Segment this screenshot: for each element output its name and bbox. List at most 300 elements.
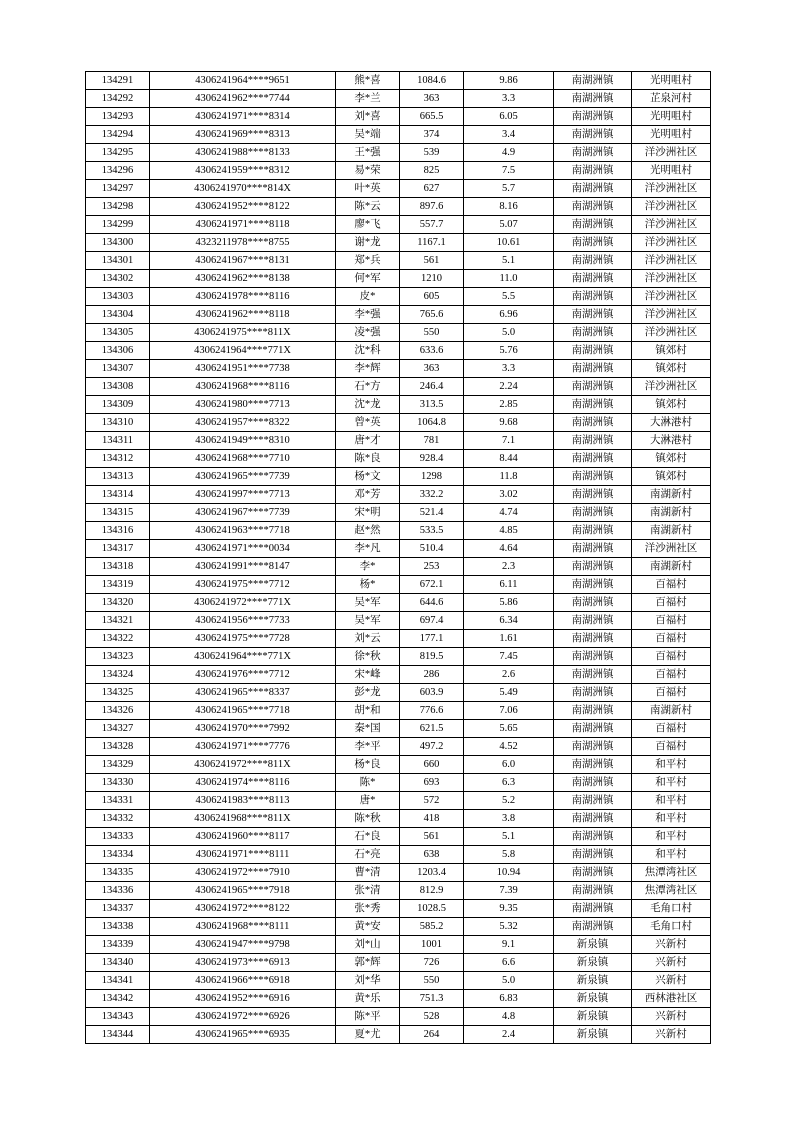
cell-amount: 539 [400,144,464,162]
cell-id-number: 4306241972****7910 [150,864,336,882]
cell-township: 南湖洲镇 [554,360,632,378]
table-row [86,216,711,234]
cell-rate: 7.39 [464,882,554,900]
cell-serial-number: 134307 [86,360,150,378]
cell-serial-number: 134297 [86,180,150,198]
cell-rate: 11.0 [464,270,554,288]
cell-id-number: 4306241964****9651 [150,72,336,90]
cell-id-number: 4306241965****8337 [150,684,336,702]
cell-serial-number: 134315 [86,504,150,522]
cell-name: 陈*平 [336,1008,400,1026]
cell-name: 杨*良 [336,756,400,774]
cell-serial-number: 134292 [86,90,150,108]
cell-serial-number: 134301 [86,252,150,270]
table-row [86,684,711,702]
cell-amount: 1167.1 [400,234,464,252]
cell-amount: 1028.5 [400,900,464,918]
cell-township: 南湖洲镇 [554,468,632,486]
cell-township: 南湖洲镇 [554,324,632,342]
table-row [86,144,711,162]
cell-rate: 3.4 [464,126,554,144]
cell-rate: 4.9 [464,144,554,162]
cell-id-number: 4306241972****771X [150,594,336,612]
cell-amount: 585.2 [400,918,464,936]
cell-amount: 557.7 [400,216,464,234]
cell-id-number: 4306241971****7776 [150,738,336,756]
cell-rate: 4.64 [464,540,554,558]
cell-village: 百福村 [632,648,711,666]
cell-name: 唐* [336,792,400,810]
cell-serial-number: 134323 [86,648,150,666]
cell-serial-number: 134329 [86,756,150,774]
cell-name: 李*兰 [336,90,400,108]
cell-id-number: 4306241976****7712 [150,666,336,684]
cell-id-number: 4306241968****811X [150,810,336,828]
cell-name: 李*凡 [336,540,400,558]
table-row [86,198,711,216]
cell-name: 李*辉 [336,360,400,378]
table-row [86,720,711,738]
cell-name: 沈*科 [336,342,400,360]
cell-id-number: 4306241968****8116 [150,378,336,396]
cell-id-number: 4306241951****7738 [150,360,336,378]
cell-serial-number: 134326 [86,702,150,720]
cell-rate: 11.8 [464,468,554,486]
table-row [86,792,711,810]
cell-township: 南湖洲镇 [554,234,632,252]
cell-rate: 3.8 [464,810,554,828]
cell-township: 南湖洲镇 [554,540,632,558]
cell-village: 和平村 [632,756,711,774]
cell-village: 大淋港村 [632,432,711,450]
cell-rate: 1.61 [464,630,554,648]
cell-village: 镇郊村 [632,468,711,486]
cell-serial-number: 134293 [86,108,150,126]
table-row [86,702,711,720]
cell-township: 南湖洲镇 [554,828,632,846]
cell-village: 洋沙洲社区 [632,198,711,216]
cell-id-number: 4306241965****6935 [150,1026,336,1044]
cell-id-number: 4306241971****8118 [150,216,336,234]
cell-serial-number: 134322 [86,630,150,648]
cell-id-number: 4306241972****8122 [150,900,336,918]
cell-amount: 528 [400,1008,464,1026]
cell-id-number: 4306241957****8322 [150,414,336,432]
cell-amount: 363 [400,360,464,378]
cell-village: 镇郊村 [632,450,711,468]
cell-id-number: 4306241972****6926 [150,1008,336,1026]
cell-rate: 6.96 [464,306,554,324]
cell-rate: 5.65 [464,720,554,738]
cell-id-number: 4306241968****7710 [150,450,336,468]
cell-amount: 1064.8 [400,414,464,432]
cell-amount: 1084.6 [400,72,464,90]
cell-rate: 6.3 [464,774,554,792]
cell-name: 邓*芳 [336,486,400,504]
table-row [86,270,711,288]
table-row [86,432,711,450]
cell-name: 何*军 [336,270,400,288]
cell-amount: 418 [400,810,464,828]
cell-id-number: 4306241991****8147 [150,558,336,576]
table-row [86,90,711,108]
cell-name: 石*良 [336,828,400,846]
cell-township: 南湖洲镇 [554,720,632,738]
cell-township: 南湖洲镇 [554,738,632,756]
cell-name: 刘*云 [336,630,400,648]
cell-id-number: 4306241972****811X [150,756,336,774]
cell-serial-number: 134342 [86,990,150,1008]
cell-village: 洋沙洲社区 [632,540,711,558]
cell-id-number: 4306241997****7713 [150,486,336,504]
cell-village: 百福村 [632,720,711,738]
cell-id-number: 4306241973****6913 [150,954,336,972]
cell-amount: 603.9 [400,684,464,702]
cell-id-number: 4306241970****7992 [150,720,336,738]
cell-township: 南湖洲镇 [554,612,632,630]
cell-village: 兴新村 [632,972,711,990]
cell-name: 李* [336,558,400,576]
cell-serial-number: 134308 [86,378,150,396]
cell-amount: 1298 [400,468,464,486]
cell-serial-number: 134335 [86,864,150,882]
cell-serial-number: 134298 [86,198,150,216]
cell-serial-number: 134302 [86,270,150,288]
cell-rate: 5.0 [464,324,554,342]
cell-name: 刘*山 [336,936,400,954]
cell-id-number: 4306241966****6918 [150,972,336,990]
cell-id-number: 4306241971****8111 [150,846,336,864]
cell-id-number: 4306241962****8118 [150,306,336,324]
cell-serial-number: 134327 [86,720,150,738]
cell-village: 百福村 [632,630,711,648]
cell-rate: 6.83 [464,990,554,1008]
cell-name: 曹*清 [336,864,400,882]
cell-township: 南湖洲镇 [554,486,632,504]
cell-township: 南湖洲镇 [554,504,632,522]
cell-name: 石*方 [336,378,400,396]
cell-village: 百福村 [632,594,711,612]
cell-id-number: 4306241947****9798 [150,936,336,954]
cell-amount: 550 [400,972,464,990]
cell-name: 皮* [336,288,400,306]
cell-rate: 9.1 [464,936,554,954]
cell-id-number: 4306241956****7733 [150,612,336,630]
table-row [86,576,711,594]
cell-serial-number: 134344 [86,1026,150,1044]
cell-id-number: 4306241971****8314 [150,108,336,126]
cell-id-number: 4306241983****8113 [150,792,336,810]
cell-serial-number: 134294 [86,126,150,144]
cell-township: 南湖洲镇 [554,576,632,594]
cell-village: 洋沙洲社区 [632,252,711,270]
cell-id-number: 4306241965****7739 [150,468,336,486]
cell-serial-number: 134309 [86,396,150,414]
cell-village: 洋沙洲社区 [632,144,711,162]
cell-id-number: 4306241975****7712 [150,576,336,594]
table-row [86,828,711,846]
records-table [85,71,711,1044]
cell-id-number: 4306241974****8116 [150,774,336,792]
cell-amount: 561 [400,828,464,846]
cell-amount: 897.6 [400,198,464,216]
cell-rate: 3.02 [464,486,554,504]
cell-township: 新泉镇 [554,972,632,990]
cell-amount: 533.5 [400,522,464,540]
cell-name: 黄*安 [336,918,400,936]
cell-rate: 10.94 [464,864,554,882]
cell-name: 秦*国 [336,720,400,738]
cell-township: 南湖洲镇 [554,414,632,432]
cell-township: 南湖洲镇 [554,306,632,324]
cell-amount: 633.6 [400,342,464,360]
cell-village: 焦潭湾社区 [632,882,711,900]
cell-name: 张*清 [336,882,400,900]
cell-rate: 4.85 [464,522,554,540]
cell-id-number: 4306241971****0034 [150,540,336,558]
cell-rate: 4.8 [464,1008,554,1026]
cell-name: 陈*云 [336,198,400,216]
cell-township: 南湖洲镇 [554,594,632,612]
cell-serial-number: 134336 [86,882,150,900]
cell-amount: 264 [400,1026,464,1044]
table-row [86,630,711,648]
cell-township: 南湖洲镇 [554,198,632,216]
cell-township: 南湖洲镇 [554,846,632,864]
cell-rate: 2.24 [464,378,554,396]
cell-rate: 5.5 [464,288,554,306]
cell-serial-number: 134303 [86,288,150,306]
cell-village: 洋沙洲社区 [632,216,711,234]
table-row [86,558,711,576]
cell-name: 杨* [336,576,400,594]
table-row [86,72,711,90]
cell-amount: 697.4 [400,612,464,630]
cell-rate: 6.6 [464,954,554,972]
cell-rate: 5.0 [464,972,554,990]
cell-village: 南湖新村 [632,702,711,720]
cell-village: 百福村 [632,684,711,702]
cell-amount: 572 [400,792,464,810]
cell-rate: 5.2 [464,792,554,810]
cell-amount: 253 [400,558,464,576]
table-row [86,594,711,612]
cell-amount: 776.6 [400,702,464,720]
cell-name: 夏*尤 [336,1026,400,1044]
cell-township: 南湖洲镇 [554,900,632,918]
cell-serial-number: 134304 [86,306,150,324]
cell-amount: 644.6 [400,594,464,612]
cell-rate: 5.1 [464,828,554,846]
cell-township: 南湖洲镇 [554,558,632,576]
cell-serial-number: 134319 [86,576,150,594]
table-row [86,954,711,972]
cell-amount: 510.4 [400,540,464,558]
table-row [86,540,711,558]
cell-serial-number: 134300 [86,234,150,252]
cell-name: 徐*秋 [336,648,400,666]
cell-township: 南湖洲镇 [554,396,632,414]
cell-amount: 627 [400,180,464,198]
cell-rate: 4.74 [464,504,554,522]
cell-name: 赵*然 [336,522,400,540]
cell-amount: 1210 [400,270,464,288]
cell-rate: 2.3 [464,558,554,576]
cell-name: 刘*华 [336,972,400,990]
cell-village: 和平村 [632,828,711,846]
cell-township: 南湖洲镇 [554,774,632,792]
cell-rate: 6.0 [464,756,554,774]
cell-village: 兴新村 [632,936,711,954]
cell-township: 南湖洲镇 [554,450,632,468]
cell-serial-number: 134331 [86,792,150,810]
cell-village: 南湖新村 [632,504,711,522]
cell-village: 镇郊村 [632,396,711,414]
table-row [86,756,711,774]
cell-amount: 313.5 [400,396,464,414]
cell-rate: 2.4 [464,1026,554,1044]
cell-name: 刘*喜 [336,108,400,126]
table-row [86,162,711,180]
cell-rate: 3.3 [464,360,554,378]
cell-amount: 672.1 [400,576,464,594]
cell-serial-number: 134330 [86,774,150,792]
cell-rate: 9.68 [464,414,554,432]
cell-village: 和平村 [632,774,711,792]
cell-serial-number: 134311 [86,432,150,450]
cell-township: 南湖洲镇 [554,252,632,270]
cell-name: 吴*端 [336,126,400,144]
cell-amount: 374 [400,126,464,144]
cell-township: 南湖洲镇 [554,90,632,108]
cell-township: 新泉镇 [554,1026,632,1044]
cell-name: 杨*文 [336,468,400,486]
table-row [86,972,711,990]
cell-village: 百福村 [632,738,711,756]
table-row [86,108,711,126]
cell-amount: 605 [400,288,464,306]
cell-township: 新泉镇 [554,936,632,954]
table-row [86,522,711,540]
cell-serial-number: 134318 [86,558,150,576]
table-row [86,936,711,954]
cell-township: 南湖洲镇 [554,630,632,648]
cell-id-number: 4306241969****8313 [150,126,336,144]
cell-township: 南湖洲镇 [554,432,632,450]
cell-id-number: 4306241980****7713 [150,396,336,414]
cell-serial-number: 134310 [86,414,150,432]
cell-serial-number: 134306 [86,342,150,360]
cell-amount: 693 [400,774,464,792]
cell-serial-number: 134316 [86,522,150,540]
cell-serial-number: 134305 [86,324,150,342]
cell-name: 吴*军 [336,594,400,612]
table-row [86,414,711,432]
cell-amount: 1203.4 [400,864,464,882]
table-row [86,486,711,504]
cell-serial-number: 134337 [86,900,150,918]
cell-village: 南湖新村 [632,558,711,576]
cell-serial-number: 134317 [86,540,150,558]
cell-village: 洋沙洲社区 [632,288,711,306]
cell-village: 百福村 [632,612,711,630]
cell-village: 兴新村 [632,1008,711,1026]
cell-township: 南湖洲镇 [554,342,632,360]
cell-id-number: 4306241949****8310 [150,432,336,450]
cell-serial-number: 134340 [86,954,150,972]
cell-rate: 4.52 [464,738,554,756]
cell-name: 李*平 [336,738,400,756]
table-row [86,810,711,828]
cell-rate: 6.05 [464,108,554,126]
cell-township: 新泉镇 [554,1008,632,1026]
table-row [86,864,711,882]
cell-name: 陈*秋 [336,810,400,828]
cell-amount: 332.2 [400,486,464,504]
cell-id-number: 4306241975****7728 [150,630,336,648]
cell-amount: 638 [400,846,464,864]
table-row [86,180,711,198]
cell-name: 廖*飞 [336,216,400,234]
cell-village: 百福村 [632,666,711,684]
cell-township: 南湖洲镇 [554,666,632,684]
cell-township: 南湖洲镇 [554,108,632,126]
cell-amount: 928.4 [400,450,464,468]
cell-village: 焦潭湾社区 [632,864,711,882]
cell-rate: 8.44 [464,450,554,468]
cell-rate: 5.1 [464,252,554,270]
cell-name: 曾*英 [336,414,400,432]
cell-rate: 6.34 [464,612,554,630]
table-row [86,378,711,396]
table-row [86,990,711,1008]
cell-id-number: 4306241965****7718 [150,702,336,720]
cell-rate: 5.76 [464,342,554,360]
cell-rate: 5.49 [464,684,554,702]
cell-amount: 177.1 [400,630,464,648]
table-row [86,882,711,900]
cell-township: 南湖洲镇 [554,792,632,810]
cell-township: 南湖洲镇 [554,378,632,396]
cell-rate: 7.1 [464,432,554,450]
cell-serial-number: 134334 [86,846,150,864]
cell-id-number: 4306241963****7718 [150,522,336,540]
cell-village: 毛角口村 [632,900,711,918]
table-row [86,360,711,378]
cell-village: 大淋港村 [632,414,711,432]
cell-township: 南湖洲镇 [554,756,632,774]
cell-serial-number: 134314 [86,486,150,504]
table-row [86,774,711,792]
cell-township: 新泉镇 [554,990,632,1008]
cell-village: 兴新村 [632,954,711,972]
cell-amount: 246.4 [400,378,464,396]
cell-name: 黄*乐 [336,990,400,1008]
cell-name: 陈*良 [336,450,400,468]
cell-name: 沈*龙 [336,396,400,414]
cell-village: 芷泉河村 [632,90,711,108]
cell-serial-number: 134333 [86,828,150,846]
cell-village: 光明咀村 [632,126,711,144]
cell-rate: 5.8 [464,846,554,864]
cell-rate: 7.06 [464,702,554,720]
cell-village: 洋沙洲社区 [632,306,711,324]
cell-village: 西林港社区 [632,990,711,1008]
cell-serial-number: 134320 [86,594,150,612]
cell-name: 吴*军 [336,612,400,630]
table-row [86,468,711,486]
cell-name: 石*亮 [336,846,400,864]
